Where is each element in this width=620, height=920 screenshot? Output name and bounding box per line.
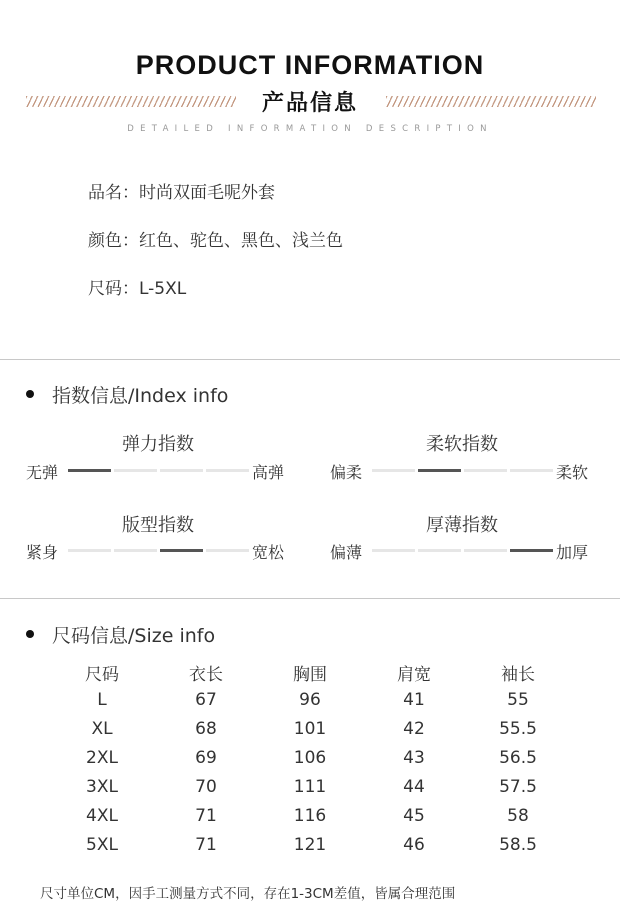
index-scale-segment [114, 549, 157, 552]
table-cell: 42 [403, 719, 425, 739]
table-cell: 121 [293, 835, 327, 855]
page-title-en: PRODUCT INFORMATION [135, 50, 485, 80]
index-section-title: 指数信息/Index info [52, 385, 229, 407]
table-row [50, 806, 570, 835]
index-left-label: 偏薄 [330, 543, 363, 562]
table-row [50, 835, 570, 864]
index-right-label: 柔软 [556, 463, 589, 482]
table-cell: L [97, 690, 107, 710]
table-cell: 111 [293, 777, 327, 797]
index-scale-segment [206, 469, 249, 472]
index-title: 弹力指数 [122, 434, 194, 455]
table-row [50, 748, 570, 777]
table-cell: 45 [403, 806, 425, 826]
table-cell: 43 [403, 748, 425, 768]
section-divider [0, 598, 620, 599]
table-cell: 4XL [86, 806, 118, 826]
product-name: 品名：时尚双面毛呢外套 [88, 183, 275, 203]
index-scale-marker [510, 549, 553, 552]
table-cell: 101 [293, 719, 327, 739]
index-scale-segment [160, 469, 203, 472]
size-note: 尺寸单位CM，因手工测量方式不同，存在1-3CM差值，皆属合理范围 [40, 886, 456, 902]
table-cell: 44 [403, 777, 425, 797]
table-cell: 2XL [86, 748, 118, 768]
index-title: 柔软指数 [426, 434, 498, 455]
table-cell: 70 [195, 777, 217, 797]
index-scale-marker [68, 469, 111, 472]
table-cell: 106 [293, 748, 327, 768]
table-cell: 56.5 [499, 748, 537, 768]
size-header-cell: 胸围 [293, 665, 327, 685]
page-subtitle: DETAILED INFORMATION DESCRIPTION [127, 124, 493, 134]
index-left-label: 紧身 [26, 543, 59, 562]
table-row [50, 719, 570, 748]
table-cell: 96 [299, 690, 321, 710]
table-cell: 3XL [86, 777, 118, 797]
product-color: 颜色：红色、驼色、黑色、浅兰色 [88, 231, 343, 251]
size-header-cell: 尺码 [85, 665, 119, 685]
size-header-cell: 衣长 [189, 665, 223, 685]
product-size: 尺码：L-5XL [88, 279, 187, 299]
table-cell: 41 [403, 690, 425, 710]
table-cell: 71 [195, 835, 217, 855]
index-right-label: 高弹 [252, 463, 285, 482]
bullet-icon [26, 630, 34, 638]
table-cell: 58.5 [499, 835, 537, 855]
size-section-title: 尺码信息/Size info [52, 625, 216, 647]
table-row [50, 690, 570, 719]
page-title-cn: 产品信息 [261, 91, 358, 116]
index-right-label: 加厚 [556, 543, 589, 562]
table-cell: XL [91, 719, 113, 739]
section-divider [0, 359, 620, 360]
table-cell: 57.5 [499, 777, 537, 797]
index-scale-segment [464, 469, 507, 472]
table-cell: 68 [195, 719, 217, 739]
index-scale-segment [114, 469, 157, 472]
table-cell: 46 [403, 835, 425, 855]
table-cell: 116 [293, 806, 327, 826]
size-header-cell: 肩宽 [397, 665, 431, 685]
index-scale-segment [464, 549, 507, 552]
table-cell: 55 [507, 690, 529, 710]
index-scale-marker [418, 469, 461, 472]
table-cell: 71 [195, 806, 217, 826]
bullet-icon [26, 390, 34, 398]
size-table-header [50, 660, 570, 689]
index-left-label: 偏柔 [330, 463, 363, 482]
table-cell: 67 [195, 690, 217, 710]
index-scale-marker [160, 549, 203, 552]
table-row [50, 777, 570, 806]
decorative-hatch-right [386, 96, 596, 107]
index-title: 厚薄指数 [426, 515, 498, 536]
index-right-label: 宽松 [252, 543, 285, 562]
index-scale-segment [510, 469, 553, 472]
index-scale-segment [68, 549, 111, 552]
size-header-cell: 袖长 [501, 665, 535, 685]
table-cell: 58 [507, 806, 529, 826]
index-scale-segment [372, 549, 415, 552]
index-scale-segment [206, 549, 249, 552]
table-cell: 55.5 [499, 719, 537, 739]
index-scale-segment [418, 549, 461, 552]
table-cell: 5XL [86, 835, 118, 855]
index-left-label: 无弹 [26, 463, 59, 482]
index-title: 版型指数 [122, 515, 194, 536]
index-scale-segment [372, 469, 415, 472]
table-cell: 69 [195, 748, 217, 768]
